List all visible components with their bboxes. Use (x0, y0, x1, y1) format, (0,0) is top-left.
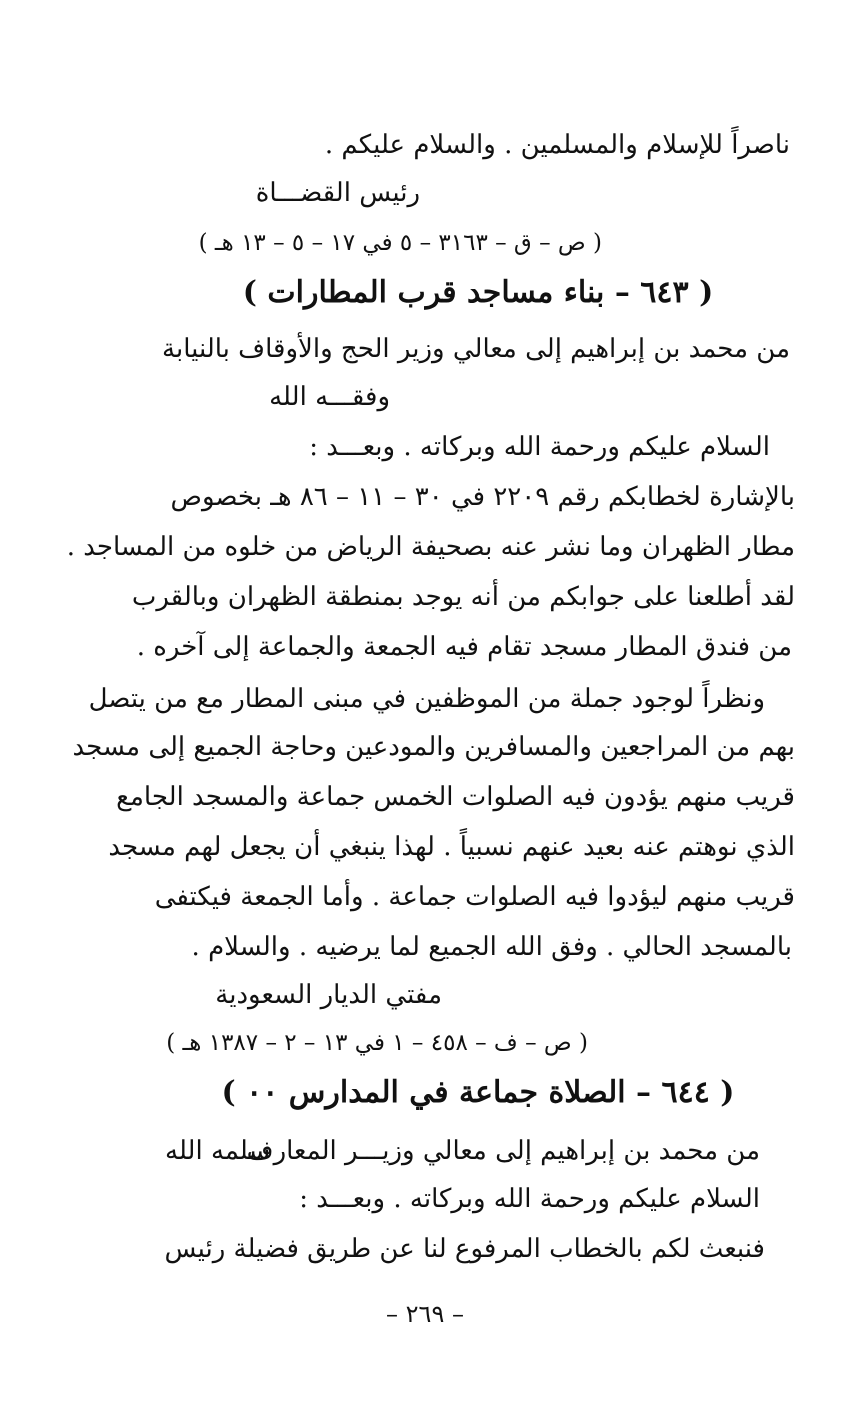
section-heading-643: ( ٦٤٣ – بناء مساجد قرب المطارات ) (242, 275, 714, 310)
letter-addressee: من محمد بن إبراهيم إلى معالي وزير الحج والأوقاف بالنيابة (162, 334, 790, 364)
body-line: فنبعث لكم بالخطاب المرفوع لنا عن طريق فضيلة رئيس (164, 1234, 765, 1264)
reference-citation: ( ص – ف – ٤٥٨ – ١ في ١٣ – ٢ – ١٣٨٧ هـ ) (166, 1030, 588, 1056)
letter-blessing: سلمه الله (165, 1136, 271, 1166)
letter-greeting: السلام عليكم ورحمة الله وبركاته . وبعـــد : (309, 432, 770, 462)
body-line: من فندق المطار مسجد تقام فيه الجمعة والجماعة إلى آخره . (136, 632, 792, 662)
signature-title: رئيس القضـــاة (255, 178, 420, 208)
body-line: بالمسجد الحالي . وفق الله الجميع لما يرضيه . والسلام . (191, 932, 792, 962)
section-heading-644: ( ٦٤٤ – الصلاة جماعة في المدارس ٠٠ ) (221, 1075, 735, 1110)
body-line: الذي نوهتم عنه بعيد عنهم نسبياً . لهذا ينبغي أن يجعل لهم مسجد (108, 832, 795, 862)
body-line: قريب منهم يؤدون فيه الصلوات الخمس جماعة والمسجد الجامع (116, 782, 795, 812)
body-line: بهم من المراجعين والمسافرين والمودعين وحاجة الجميع إلى مسجد (72, 732, 795, 762)
body-line: مطار الظهران وما نشر عنه بصحيفة الرياض من خلوه من المساجد . (66, 532, 795, 562)
closing-line: ناصراً للإسلام والمسلمين . والسلام عليكم . (324, 130, 790, 160)
body-line: لقد أطلعنا على جوابكم من أنه يوجد بمنطقة الظهران وبالقرب (131, 582, 795, 612)
body-line: قريب منهم ليؤدوا فيه الصلوات جماعة . وأما الجمعة فيكتفى (154, 882, 795, 912)
letter-addressee: من محمد بن إبراهيم إلى معالي وزيـــر المعارف (246, 1136, 760, 1166)
signature-title: مفتي الديار السعودية (215, 980, 442, 1010)
body-line: ونظراً لوجود جملة من الموظفين في مبنى المطار مع من يتصل (88, 684, 765, 714)
letter-greeting: السلام عليكم ورحمة الله وبركاته . وبعـــد : (299, 1184, 760, 1214)
page-number: – ٢٦٩ – (386, 1300, 464, 1328)
reference-citation: ( ص – ق – ٣١٦٣ – ٥ في ١٧ – ٥ – ١٣ هـ ) (198, 230, 602, 256)
letter-blessing: وفقـــه الله (269, 382, 390, 412)
body-line: بالإشارة لخطابكم رقم ٢٢٠٩ في ٣٠ – ١١ – ٨٦ هـ بخصوص (170, 482, 795, 512)
